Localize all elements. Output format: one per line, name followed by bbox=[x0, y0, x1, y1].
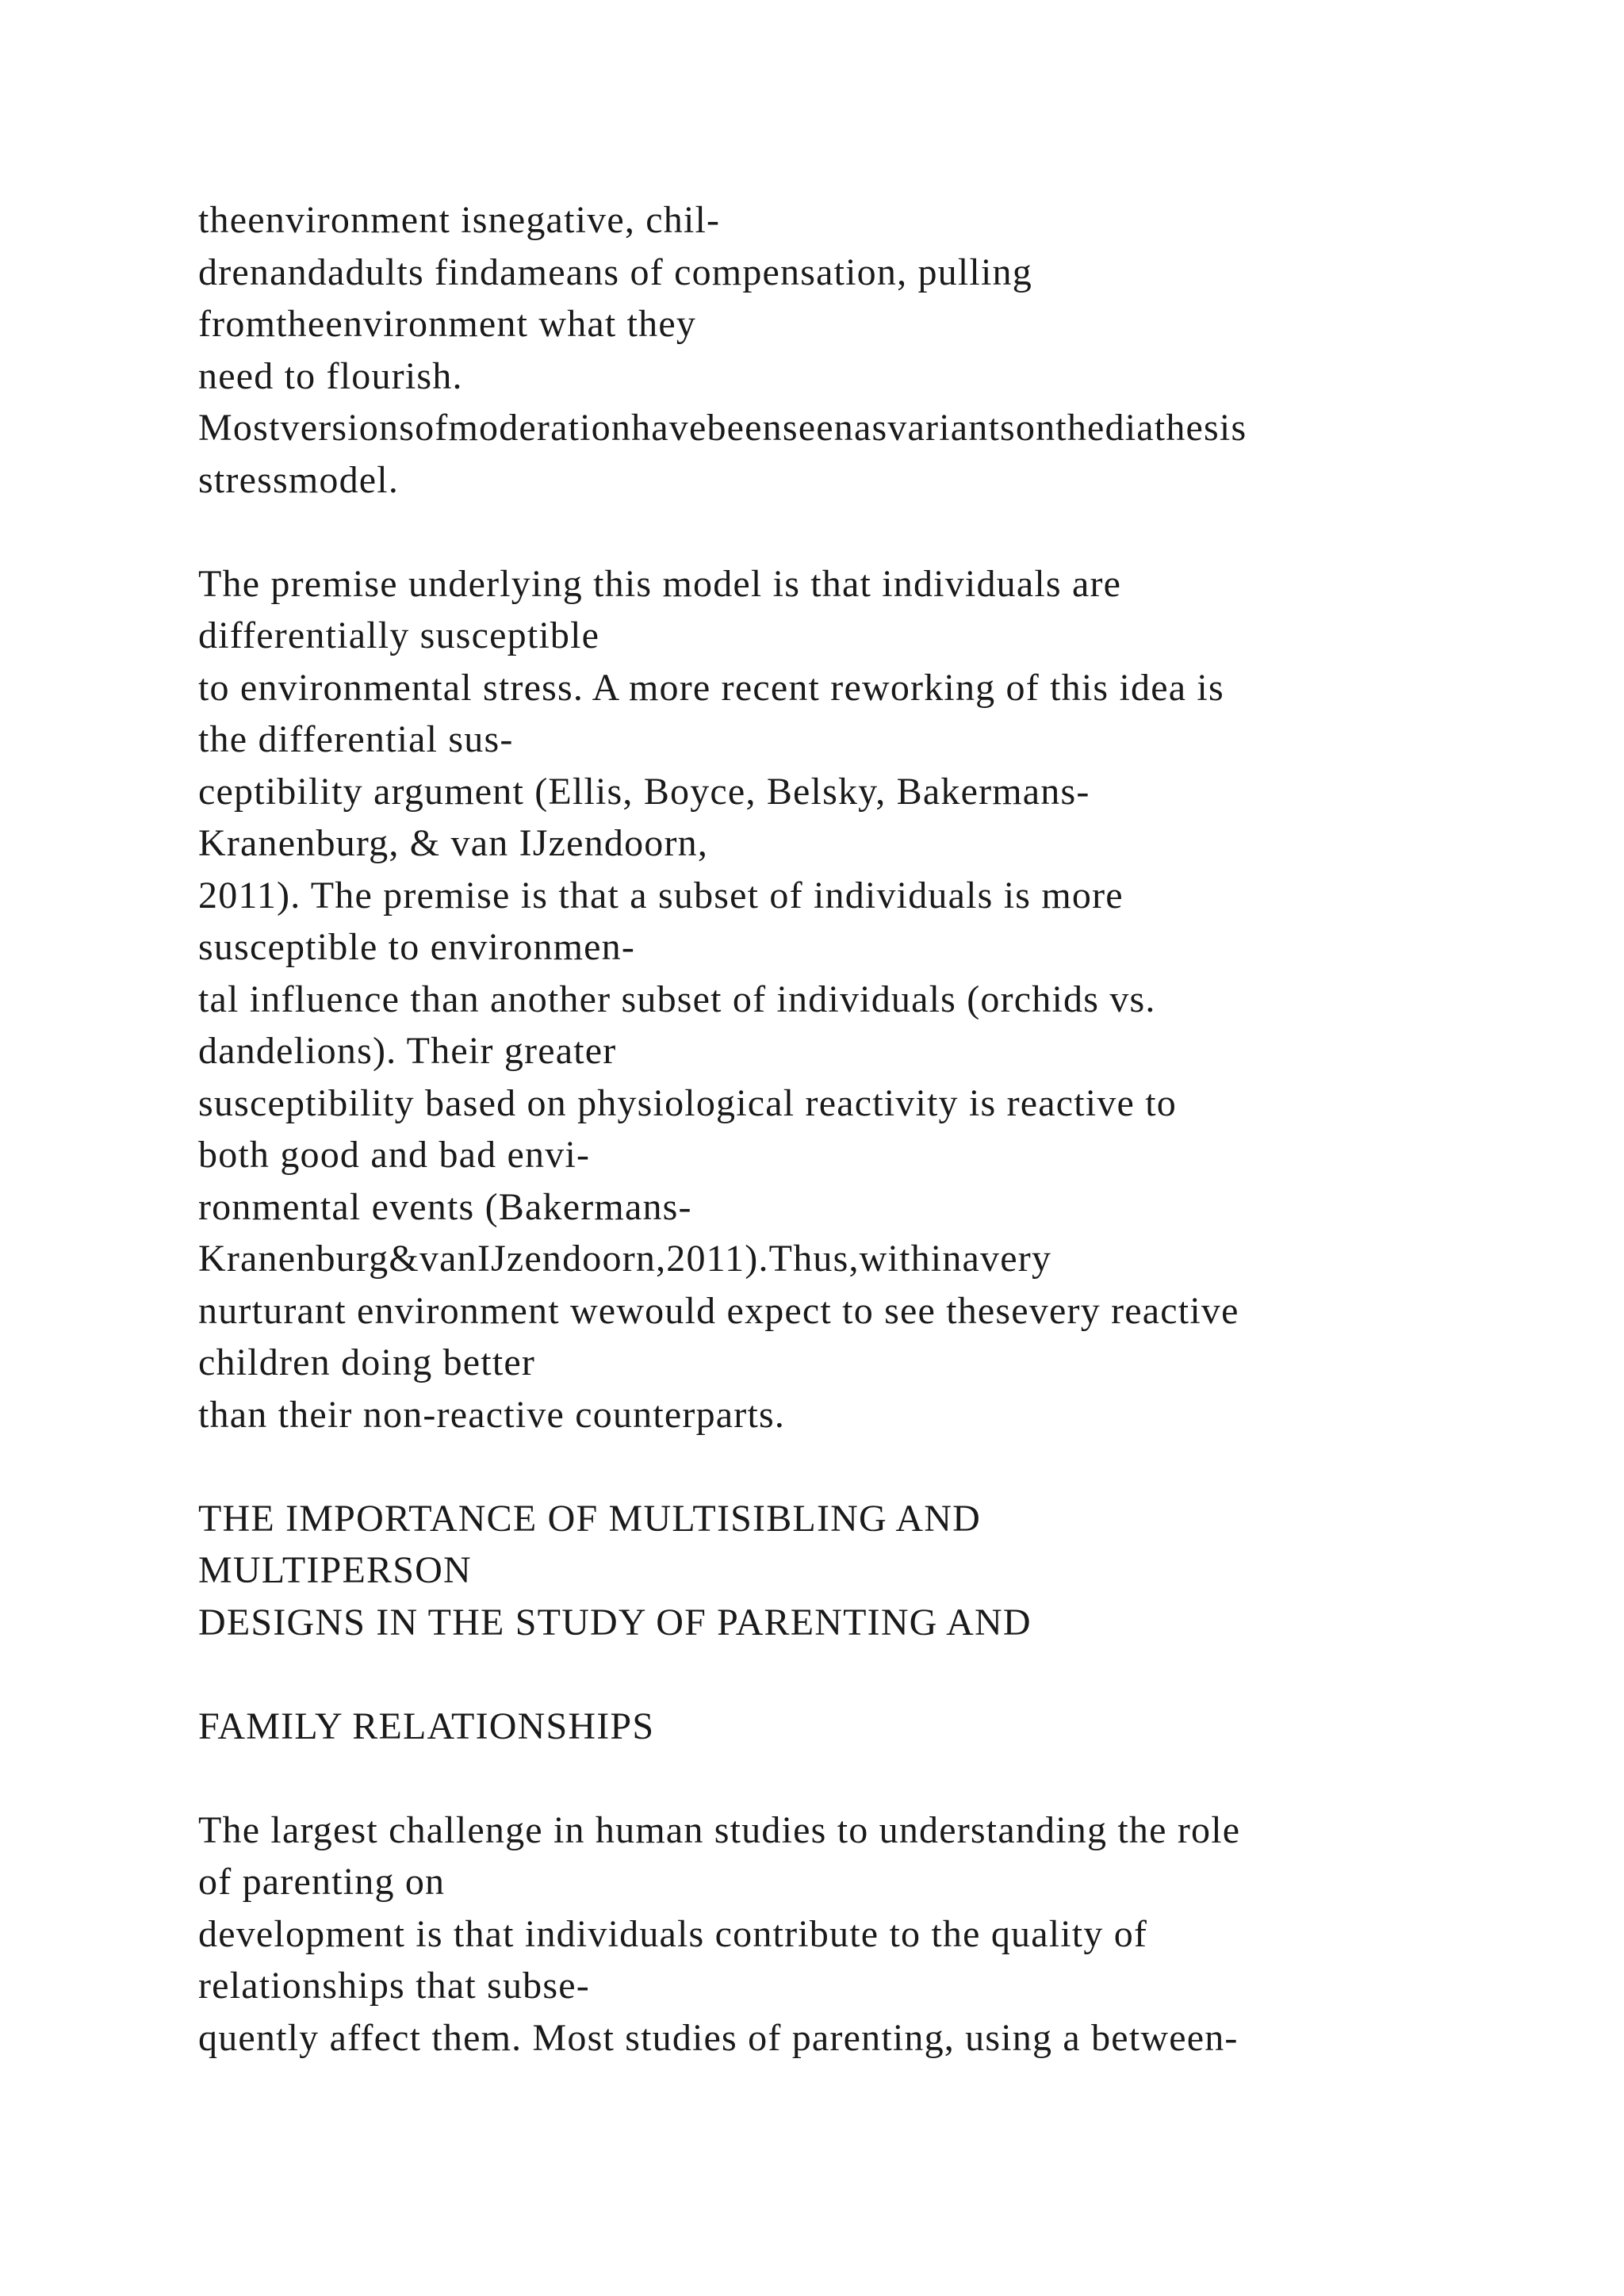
document-body bbox=[198, 194, 1610, 2064]
text-line: 2011). The premise is that a subset of individuals is more bbox=[198, 874, 1124, 916]
text-line: stressmodel. bbox=[198, 458, 400, 501]
paragraph-gap bbox=[198, 1441, 1610, 1493]
text-line: dandelions). Their greater bbox=[198, 1030, 617, 1072]
paragraph-2 bbox=[198, 558, 1610, 1441]
text-line: relationships that subse- bbox=[198, 1965, 590, 2007]
text-line: the differential sus- bbox=[198, 718, 514, 760]
text-line: ronmental events (Bakermans- bbox=[198, 1185, 692, 1228]
paragraph-gap bbox=[198, 1752, 1610, 1804]
paragraph-gap bbox=[198, 506, 1610, 558]
text-line: susceptible to environmen- bbox=[198, 926, 636, 968]
text-line: to environmental stress. A more recent reworking of this idea is bbox=[198, 666, 1224, 709]
text-line: differentially susceptible bbox=[198, 614, 600, 656]
text-line: Kranenburg&vanIJzendoorn,2011).Thus,withinavery bbox=[198, 1238, 1052, 1280]
section-heading bbox=[198, 1493, 1610, 1649]
text-line: of parenting on bbox=[198, 1861, 446, 1903]
text-line: than their non-reactive counterparts. bbox=[198, 1393, 786, 1436]
heading-line: MULTIPERSON bbox=[198, 1549, 472, 1591]
text-line: tal influence than another subset of individuals (orchids vs. bbox=[198, 978, 1156, 1020]
text-line: quently affect them. Most studies of parenting, using a between- bbox=[198, 2016, 1239, 2059]
text-line: susceptibility based on physiological reactivity is reactive to bbox=[198, 1081, 1177, 1124]
paragraph-1 bbox=[198, 194, 1610, 506]
text-line: theenvironment isnegative, chil- bbox=[198, 199, 721, 241]
paragraph-3 bbox=[198, 1804, 1610, 2064]
paragraph-gap bbox=[198, 1648, 1610, 1701]
heading-line: DESIGNS IN THE STUDY OF PARENTING AND bbox=[198, 1601, 1032, 1644]
text-line: ceptibility argument (Ellis, Boyce, Belsky, Bakermans- bbox=[198, 770, 1090, 813]
text-line: drenandadults findameans of compensation, pulling bbox=[198, 251, 1032, 293]
text-line: Mostversionsofmoderationhavebeenseenasvariantsonthediathesis bbox=[198, 407, 1247, 449]
heading-line: THE IMPORTANCE OF MULTISIBLING AND bbox=[198, 1497, 981, 1540]
text-line: children doing better bbox=[198, 1341, 536, 1383]
text-line: The largest challenge in human studies to understanding the role bbox=[198, 1808, 1241, 1851]
text-line: fromtheenvironment what they bbox=[198, 303, 697, 345]
text-line: nurturant environment wewould expect to see thesevery reactive bbox=[198, 1289, 1239, 1332]
text-line: Kranenburg, & van IJzendoorn, bbox=[198, 822, 709, 864]
text-line: need to flourish. bbox=[198, 354, 463, 397]
heading-line: FAMILY RELATIONSHIPS bbox=[198, 1705, 655, 1747]
text-line: The premise underlying this model is that individuals are bbox=[198, 562, 1122, 605]
text-line: development is that individuals contribute to the quality of bbox=[198, 1912, 1148, 1955]
text-line: both good and bad envi- bbox=[198, 1134, 591, 1176]
section-heading-continued bbox=[198, 1701, 1610, 1753]
